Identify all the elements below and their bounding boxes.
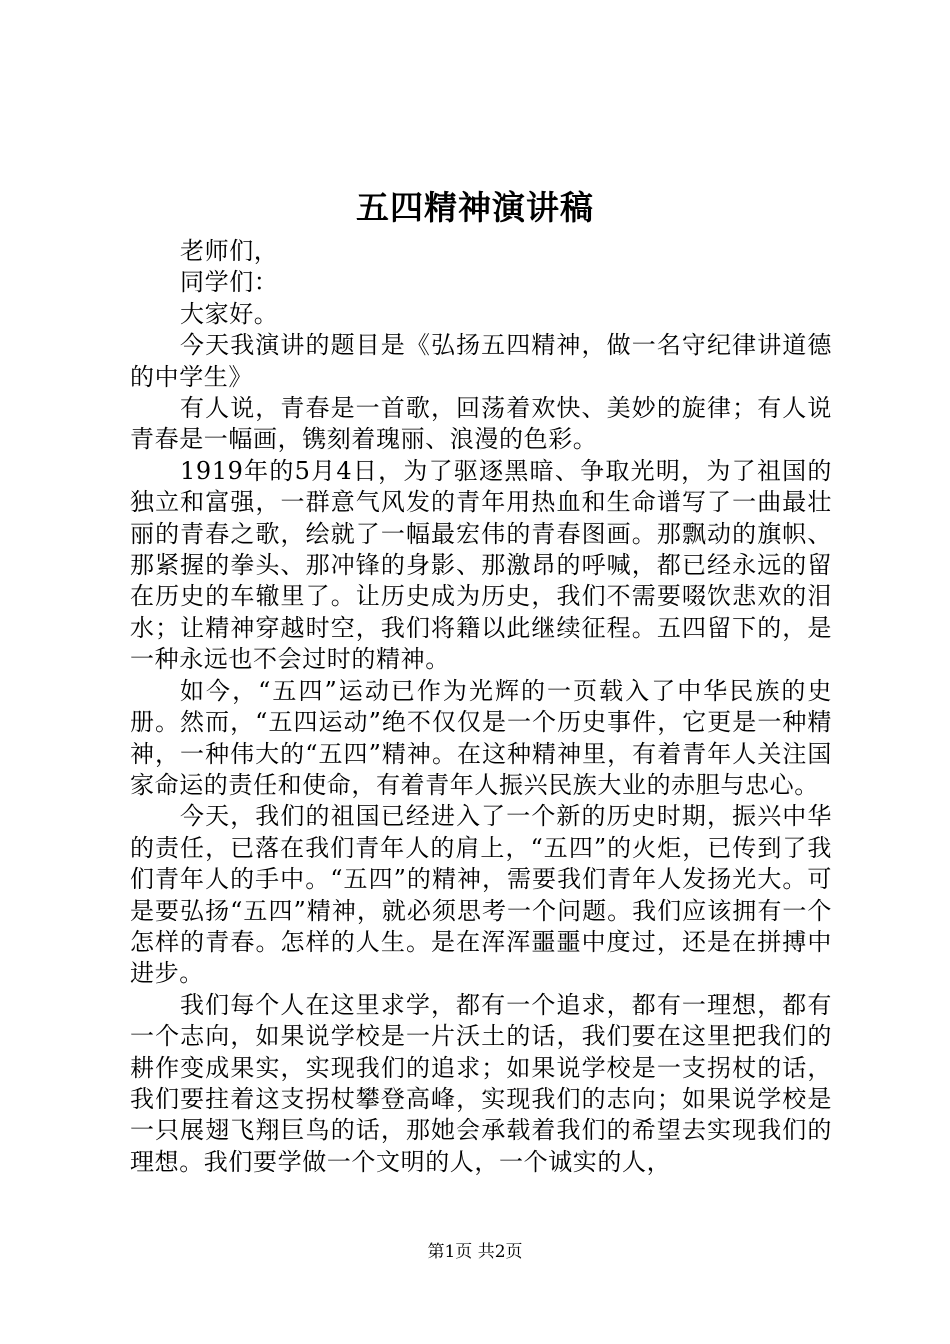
paragraph-greeting: 大家好。 xyxy=(180,299,279,328)
document-body xyxy=(130,236,832,1178)
page-footer: 第1页 共2页 xyxy=(427,1242,523,1262)
paragraph-topic: 今天我演讲的题目是《弘扬五四精神，做一名守纪律讲道德的中学生》 xyxy=(130,331,832,391)
paragraph-salutation-teachers: 老师们， xyxy=(180,237,279,265)
document-title: 五四精神演讲稿 xyxy=(356,188,594,227)
paragraph-spirit: 如今，“五四”运动已作为光辉的一页载入了中华民族的史册。然而，“五四运动”绝不仅仅是一个历史事件，它更是一种精神，一种伟大的“五四”精神。在这种精神里，有着青年人关注国家命运的责任和使命，有着青年人振兴民族大业的赤胆与忠心。 xyxy=(130,676,832,799)
paragraph-history: 1919年的5月4日，为了驱逐黑暗、争取光明，为了祖国的独立和富强，一群意气风发的青年用热血和生命谱写了一曲最壮丽的青春之歌，绘就了一幅最宏伟的青春图画。那飘动的旗帜、那紧握的拳头、那冲锋的身影、那激昂的呼喊，都已经永远的留在历史的车辙里了。让历史成为历史，我们不需要啜饮悲欢的泪水；让精神穿越时空，我们将籍以此继续征程。五四留下的，是一种永远也不会过时的精神。 xyxy=(130,456,832,674)
paragraph-youth: 有人说，青春是一首歌，回荡着欢快、美妙的旋律；有人说青春是一幅画，镌刻着瑰丽、浪漫的色彩。 xyxy=(130,394,832,454)
paragraph-school: 我们每个人在这里求学，都有一个追求，都有一理想，都有一个志向，如果说学校是一片沃土的话，我们要在这里把我们的耕作变成果实，实现我们的追求；如果说学校是一支拐杖的话，我们要拄着这支拐杖攀登高峰，实现我们的志向；如果说学校是一只展翅飞翔巨鸟的话，那她会承载着我们的希望去实现我们的理想。我们要学做一个文明的人，一个诚实的人， xyxy=(130,990,832,1176)
paragraph-salutation-students: 同学们： xyxy=(180,268,279,297)
paragraph-today: 今天，我们的祖国已经进入了一个新的历史时期，振兴中华的责任，已落在我们青年人的肩上，“五四”的火炬，已传到了我们青年人的手中。“五四”的精神，需要我们青年人发扬光大。可是要弘扬“五四”精神，就必须思考一个问题。我们应该拥有一个怎样的青春。怎样的人生。是在浑浑噩噩中度过，还是在拼搏中进步。 xyxy=(130,802,832,988)
